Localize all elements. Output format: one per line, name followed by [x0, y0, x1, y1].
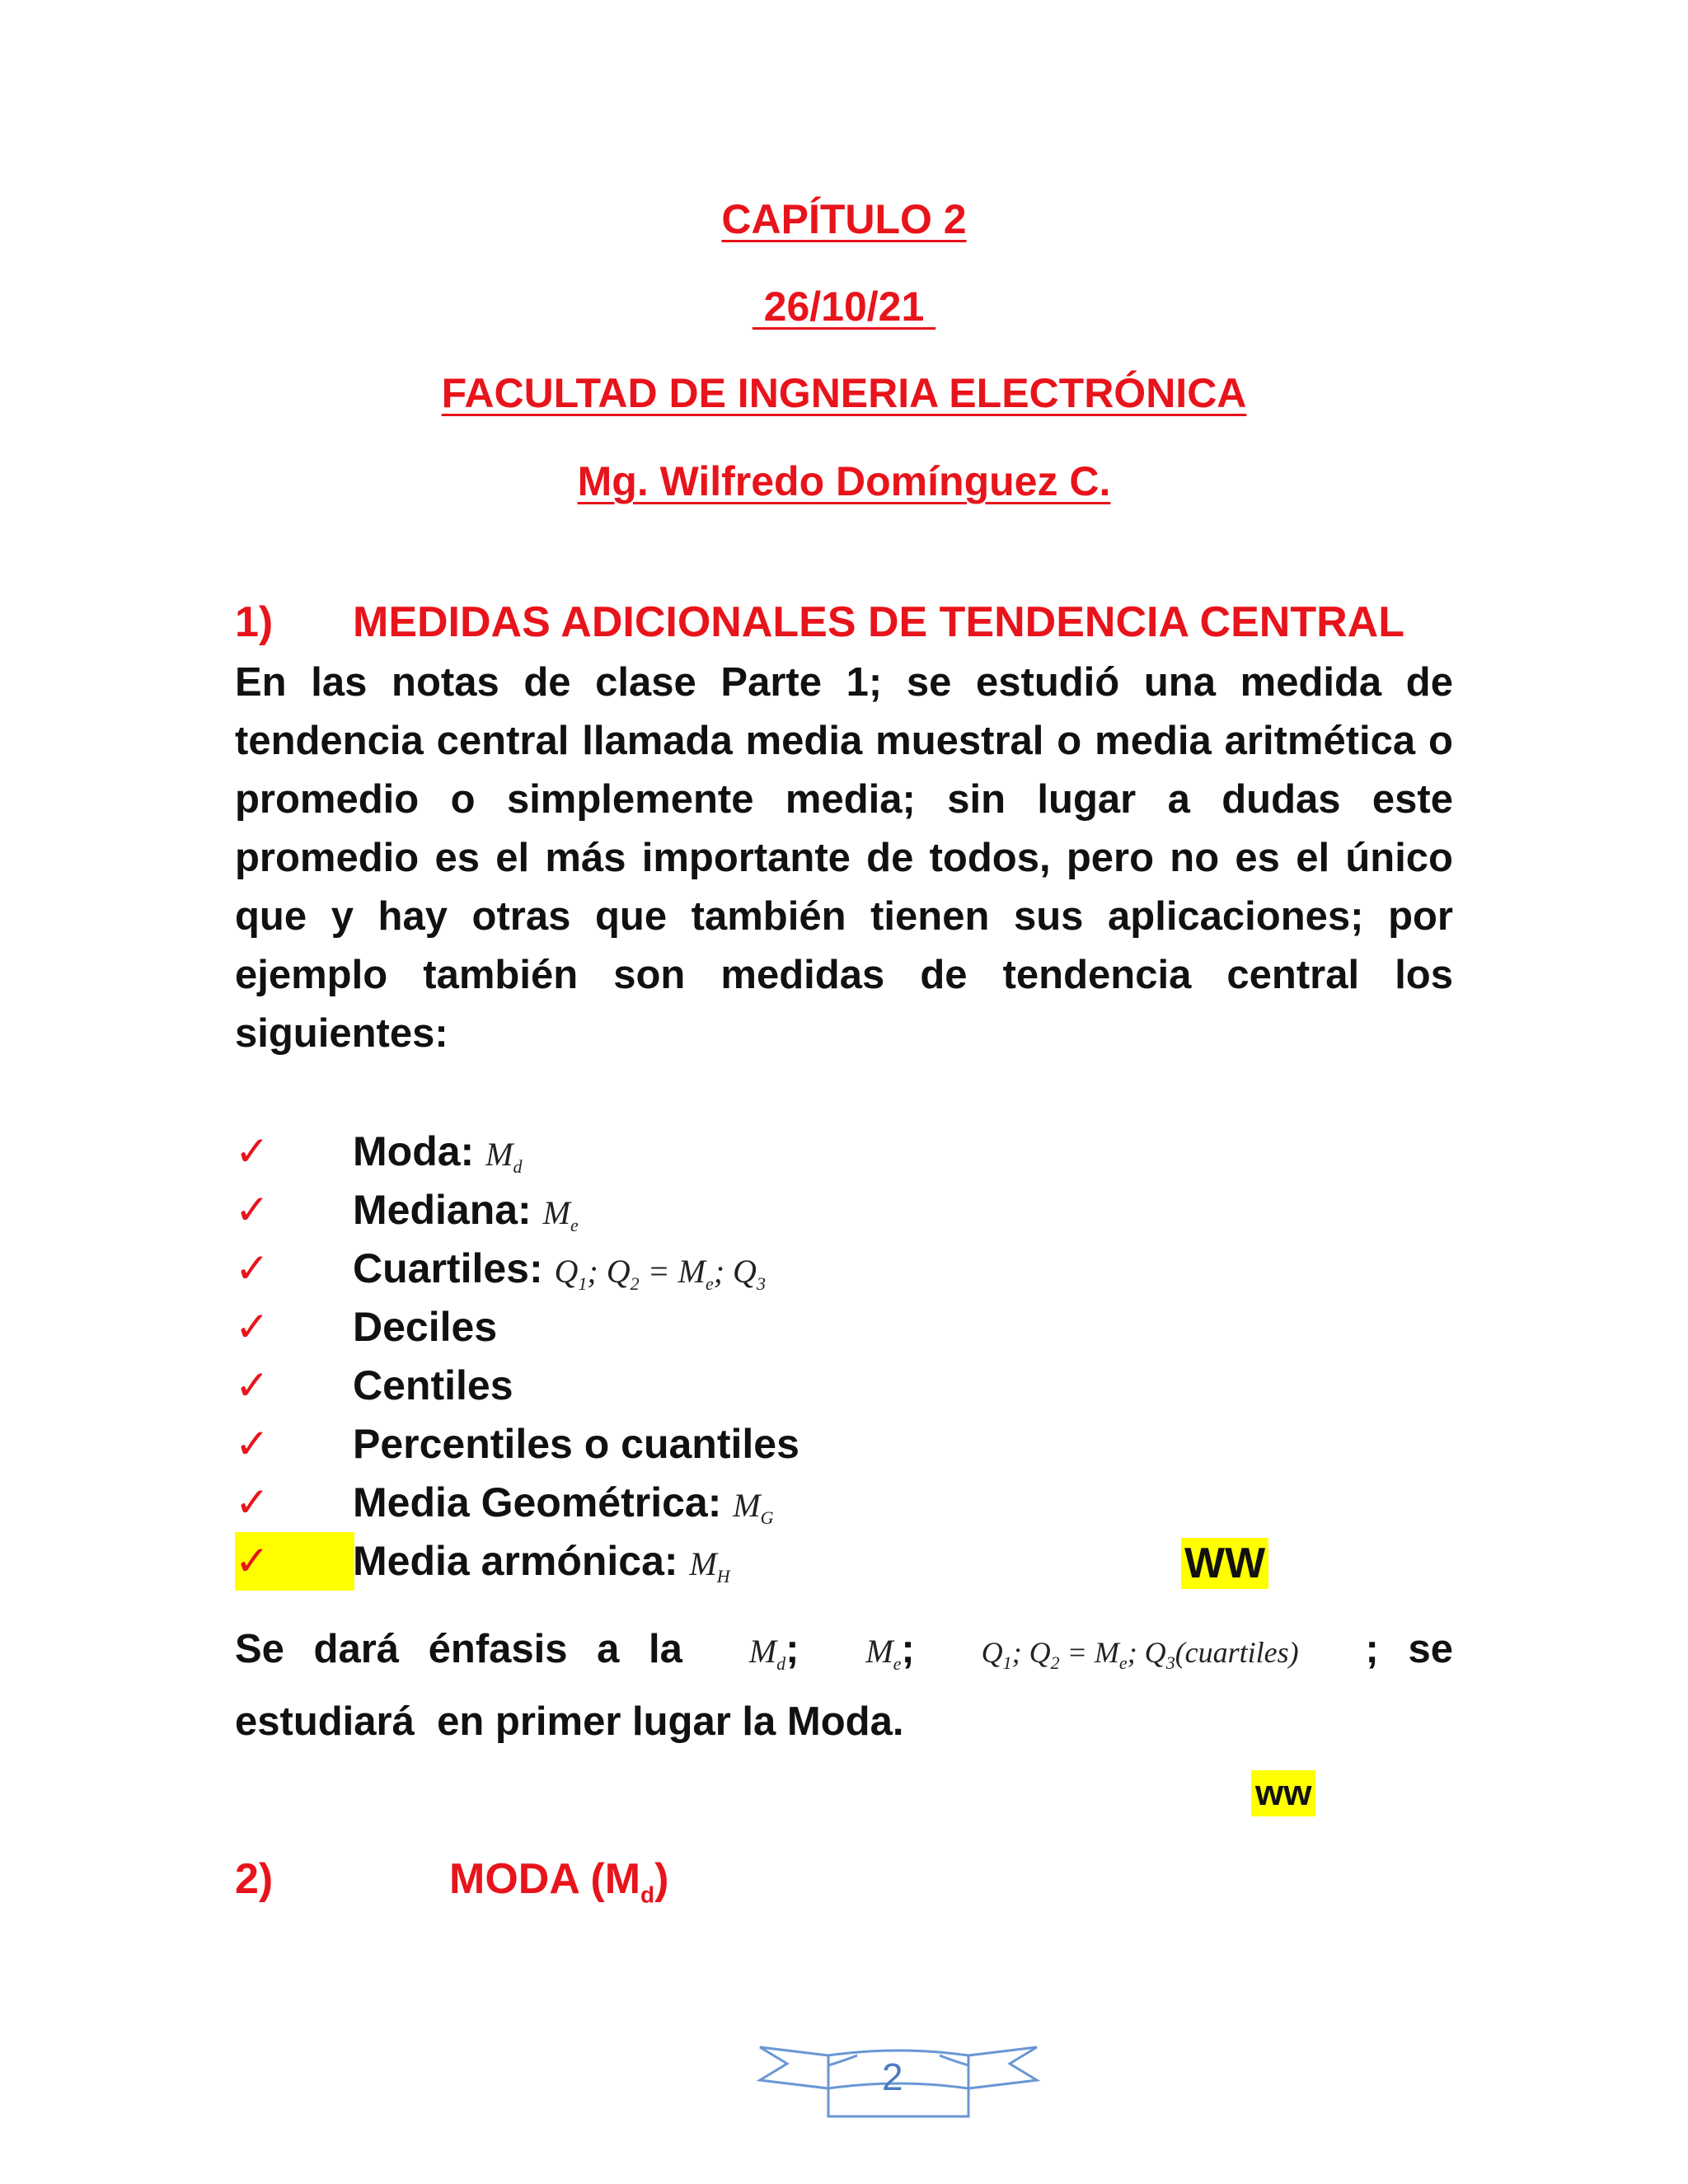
date: 26/10/21 — [752, 284, 936, 330]
section-2-title: MODA $(M_d)$ — [449, 1855, 669, 1908]
emphasis-middle: ; — [901, 1627, 915, 1671]
formula-me: $M_e$ — [865, 1633, 902, 1674]
list-item-deciles — [235, 1298, 1471, 1357]
emphasis-paragraph — [235, 1620, 1453, 1751]
list-item-label: Media Geométrica: — [353, 1479, 722, 1526]
list-item-label: Cuartiles: — [353, 1245, 543, 1291]
page-number: 2 — [882, 2055, 903, 2098]
list-item-label: Centiles — [353, 1362, 513, 1408]
list-item-label: Media armónica: — [353, 1538, 678, 1584]
checkmark-icon: ✓ — [235, 1532, 354, 1591]
checkmark-icon: ✓ — [235, 1186, 270, 1234]
formula-quartiles: $Q_1$; $Q_2 = M_e$; $Q_3$ — [554, 1253, 766, 1294]
list-item-centiles — [235, 1357, 1471, 1415]
list-item-percentiles — [235, 1415, 1471, 1474]
checkmark-icon: ✓ — [235, 1127, 270, 1175]
section-1-title: MEDIDAS ADICIONALES DE TENDENCIA CENTRAL — [353, 598, 1404, 646]
emphasis-sep: ; — [785, 1627, 799, 1671]
list-item-label: Deciles — [353, 1304, 498, 1350]
list-item-moda — [235, 1122, 1471, 1181]
section-2-number: 2) — [235, 1855, 274, 1903]
faculty-title: FACULTAD DE INGNERIA ELECTRÓNICA — [441, 370, 1247, 416]
list-item-mediana — [235, 1181, 1471, 1240]
list-item-label: Mediana: — [353, 1187, 532, 1233]
highlight-ww-lower: ww — [1251, 1770, 1315, 1816]
formula-mh: $M_H$ — [689, 1545, 730, 1586]
formula-quartiles: $Q_1$; $Q_2 = M_e$; $Q_3(cuartiles)$ — [981, 1636, 1299, 1674]
emphasis-prefix: Se dará énfasis a la — [235, 1627, 682, 1671]
chapter-title: CAPÍTULO 2 — [721, 196, 967, 242]
emphasis-line-2: estudiará en primer lugar la Moda. — [235, 1699, 904, 1744]
checkmark-icon: ✓ — [235, 1244, 270, 1292]
section-2-title-sub: d — [640, 1882, 655, 1908]
list-item-media-armonica — [235, 1532, 1471, 1591]
list-item-cuartiles — [235, 1240, 1471, 1298]
intro-paragraph: En las notas de clase Parte 1; se estudió una medida de tendencia central llamada media muestral o media aritmética o promedio o simplemente media; sin lugar a dudas este promedio es el más importante de todos, pero no es el único que y hay otras que también tienen sus aplicaciones; por ejemplo también son medidas de tendencia central los siguientes: — [235, 660, 1453, 1056]
author-name: Mg. Wilfredo Domínguez C. — [577, 458, 1111, 504]
formula-me: $M_e$ — [542, 1194, 579, 1235]
list-item-media-geometrica — [235, 1474, 1471, 1532]
list-item-label: Percentiles o cuantiles — [353, 1421, 799, 1467]
formula-md: $M_d$ — [748, 1633, 786, 1674]
list-item-label: Moda: — [353, 1128, 475, 1174]
checkmark-icon: ✓ — [235, 1361, 270, 1409]
checkmark-icon: ✓ — [235, 1479, 270, 1526]
formula-mg: $M_G$ — [733, 1487, 774, 1528]
section-1-number: 1) — [235, 598, 274, 646]
formula-md: $M_d$ — [485, 1136, 523, 1177]
checkmark-icon: ✓ — [235, 1303, 270, 1351]
checkmark-icon: ✓ — [235, 1420, 270, 1468]
highlight-ww-upper: WW — [1181, 1538, 1268, 1589]
emphasis-suffix: ; se — [1365, 1627, 1453, 1671]
